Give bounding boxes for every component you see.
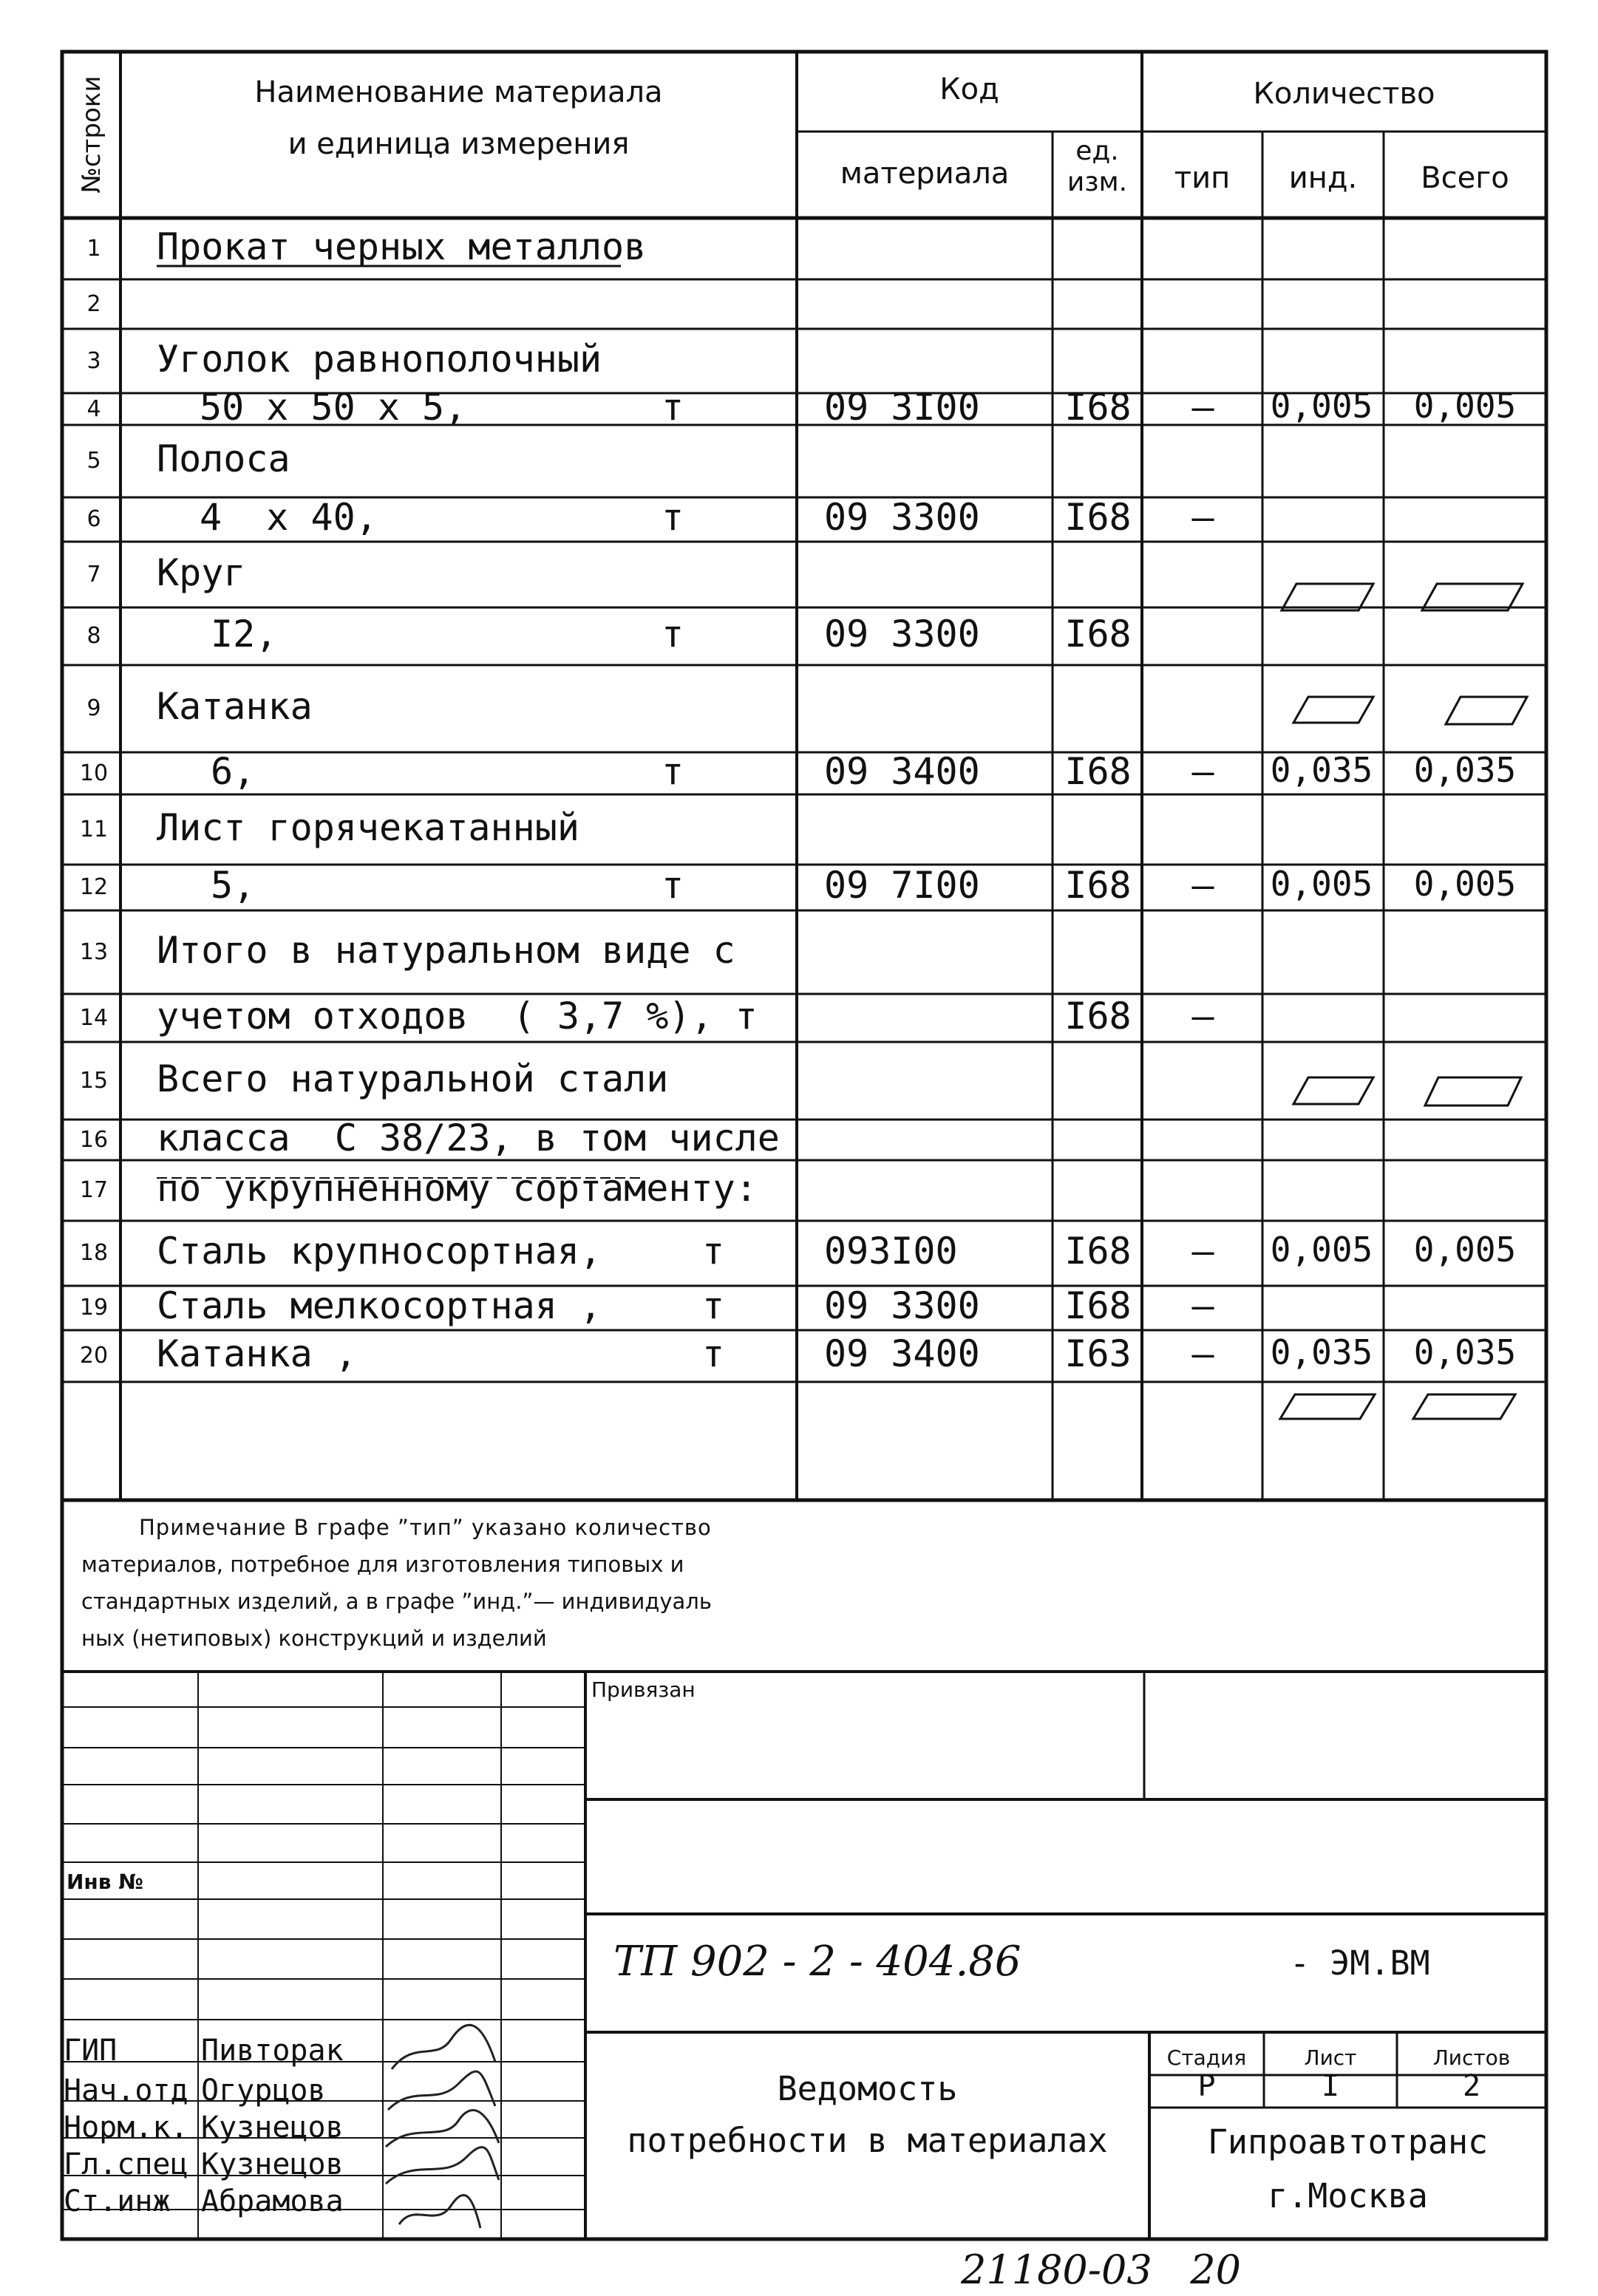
blank-mark-19-ind	[1280, 1394, 1375, 1419]
row-10-name: 6,	[211, 749, 256, 793]
unit-header-line1: ед.	[1075, 136, 1119, 166]
code-header: Код	[939, 72, 999, 106]
row-16-name: класса С 38/23, в том числе	[157, 1116, 780, 1159]
row-11-name: Лист горячекатанный	[157, 805, 579, 849]
row-19-type: –	[1191, 1284, 1214, 1327]
signatory-role: Гл.спец	[64, 2147, 188, 2181]
note-line4: ных (нетиповых) конструкций и изделий	[81, 1626, 547, 1651]
row-12-name: 5,	[211, 864, 256, 907]
row-1-n: 1	[86, 235, 101, 262]
row-10-unit: т	[661, 749, 684, 793]
signatory-name: Кузнецов	[201, 2111, 344, 2145]
document-title-line2: потребности в материалах	[627, 2121, 1108, 2160]
privyazan-label: Привязан	[591, 1677, 696, 1702]
organization-name: Гипроавтотранс	[1207, 2122, 1489, 2162]
stage-label: Стадия	[1166, 2045, 1247, 2070]
organization-city: г.Москва	[1268, 2176, 1428, 2215]
row-5-n: 5	[86, 448, 101, 474]
row-20-code: 09 3400	[824, 1332, 980, 1375]
row-20-type: –	[1191, 1332, 1214, 1375]
row-10-u: I68	[1064, 749, 1132, 793]
signatory-name: Абрамова	[201, 2184, 344, 2218]
row-18-unit: т	[701, 1230, 725, 1273]
row-4-code: 09 3I00	[824, 385, 980, 429]
blank-mark-14-total	[1425, 1077, 1521, 1106]
ind-header: инд.	[1288, 161, 1358, 195]
row-7-n: 7	[86, 561, 101, 587]
row-12-type: –	[1191, 864, 1214, 907]
row-10-total: 0,035	[1413, 749, 1517, 790]
row-10-code: 09 3400	[824, 749, 980, 793]
signatory-role: Норм.к.	[64, 2111, 188, 2145]
row-12-u: I68	[1064, 864, 1132, 907]
row-18-u: I68	[1064, 1230, 1132, 1273]
row-18-code: 093I00	[824, 1230, 958, 1273]
document-title-line1: Ведомость	[777, 2069, 958, 2108]
row-4-unit: т	[661, 385, 684, 429]
row-20-unit: т	[701, 1332, 725, 1375]
row-6-name: 4 x 40,	[200, 496, 378, 539]
blank-mark-8-total	[1446, 697, 1527, 724]
row-18-total: 0,005	[1413, 1230, 1517, 1270]
row-12-total: 0,005	[1413, 864, 1517, 904]
row-8-unit: т	[661, 613, 684, 655]
row-4-n: 4	[86, 395, 101, 422]
row-18-n: 18	[79, 1240, 109, 1266]
signatory-name: Кузнецов	[201, 2147, 344, 2181]
blank-mark-19-total	[1413, 1394, 1515, 1419]
material-header: материала	[840, 157, 1010, 191]
row-18-ind: 0,005	[1270, 1230, 1373, 1270]
row-14-type: –	[1191, 994, 1214, 1038]
row-14-u: I68	[1064, 994, 1132, 1038]
document-code-suffix: - ЭМ.ВМ	[1290, 1944, 1430, 1983]
signatory-role: Нач.отд	[64, 2074, 188, 2108]
signatures	[386, 2025, 499, 2228]
row-18-type: –	[1191, 1230, 1214, 1273]
stage-value: Р	[1197, 2069, 1216, 2103]
sheets-value: 2	[1462, 2069, 1481, 2103]
document-code: ТП 902 - 2 - 404.86	[613, 1938, 1021, 1986]
sheets-label: Листов	[1432, 2045, 1511, 2070]
row-10-ind: 0,035	[1270, 749, 1373, 790]
row-8-code: 09 3300	[824, 613, 980, 655]
total-header: Всего	[1421, 161, 1509, 195]
row-7-name: Круг	[157, 551, 246, 594]
row-19-unit: т	[701, 1284, 725, 1327]
row-20-name: Катанка ,	[157, 1332, 357, 1375]
name-header-line1: Наименование материала	[254, 75, 663, 109]
row-4-ind: 0,005	[1270, 385, 1373, 426]
row-3-n: 3	[86, 347, 101, 374]
blank-mark-8-ind	[1293, 697, 1373, 723]
row-17-n: 17	[79, 1177, 109, 1203]
unit-header-line2: изм.	[1067, 167, 1128, 197]
row-12-code: 09 7I00	[824, 864, 980, 907]
row-8-name: I2,	[211, 613, 278, 655]
note-line3: стандартных изделий, а в графе ”инд.”— индивидуаль	[81, 1589, 712, 1614]
row-4-total: 0,005	[1413, 385, 1517, 426]
row-8-n: 8	[86, 623, 101, 649]
row-11-n: 11	[79, 816, 109, 842]
row-6-type: –	[1191, 496, 1214, 539]
row-number-header: №строки	[77, 75, 106, 194]
signatory-role: ГИП	[64, 2034, 118, 2068]
row-18-name: Сталь крупносортная,	[157, 1230, 602, 1273]
blank-mark-14-ind	[1293, 1077, 1373, 1104]
note-line1: Примечание В графе ”тип” указано количество	[139, 1515, 712, 1540]
row-6-u: I68	[1064, 496, 1132, 539]
signatory-name: Пивторак	[201, 2034, 344, 2068]
signatory-role: Ст.инж	[64, 2184, 171, 2218]
row-4-type: –	[1191, 385, 1214, 429]
name-header-line2: и единица измерения	[288, 127, 630, 161]
row-12-n: 12	[79, 874, 109, 900]
sheet-value: I	[1321, 2069, 1340, 2103]
row-20-u: I63	[1064, 1332, 1132, 1375]
archive-number: 21180-03 20	[961, 2246, 1241, 2293]
row-20-total: 0,035	[1413, 1332, 1517, 1372]
row-2-n: 2	[86, 290, 101, 317]
row-19-n: 19	[79, 1295, 109, 1321]
row-4-name: 50 x 50 x 5,	[200, 385, 467, 429]
signatory-name: Огурцов	[201, 2074, 326, 2108]
row-6-n: 6	[86, 506, 101, 532]
row-15-name: Всего натуральной стали	[157, 1057, 669, 1100]
row-17-name: по укрупненному сортаменту:	[157, 1167, 758, 1210]
inv-no-label: Инв №	[67, 1870, 143, 1894]
row-9-n: 9	[86, 695, 101, 721]
row-3-name: Уголок равнополочный	[157, 337, 602, 381]
row-12-ind: 0,005	[1270, 864, 1373, 904]
row-6-unit: т	[661, 496, 684, 539]
row-5-name: Полоса	[157, 437, 290, 480]
row-10-type: –	[1191, 749, 1214, 793]
row-4-u: I68	[1064, 385, 1132, 429]
row-6-code: 09 3300	[824, 496, 980, 539]
row-19-u: I68	[1064, 1284, 1132, 1327]
row-9-name: Катанка	[157, 685, 313, 728]
row-15-n: 15	[79, 1067, 109, 1094]
quantity-header: Количество	[1253, 77, 1435, 111]
row-19-code: 09 3300	[824, 1284, 980, 1327]
note-line2: материалов, потребное для изготовления типовых и	[81, 1552, 684, 1577]
row-10-n: 10	[79, 760, 109, 786]
row-1-name: Прокат черных металлов	[157, 225, 647, 268]
row-14-n: 14	[79, 1004, 109, 1031]
row-13-name: Итого в натуральном виде с	[157, 928, 735, 972]
row-8-u: I68	[1064, 613, 1132, 655]
sheet-label: Лист	[1304, 2045, 1357, 2070]
row-13-n: 13	[79, 939, 109, 965]
type-header: тип	[1174, 161, 1231, 195]
row-20-ind: 0,035	[1270, 1332, 1373, 1372]
row-16-n: 16	[79, 1126, 109, 1153]
row-20-n: 20	[79, 1343, 109, 1369]
row-12-unit: т	[661, 864, 684, 907]
row-14-name: учетом отходов ( 3,7 %), т	[157, 994, 758, 1038]
row-19-name: Сталь мелкосортная ,	[157, 1284, 602, 1327]
